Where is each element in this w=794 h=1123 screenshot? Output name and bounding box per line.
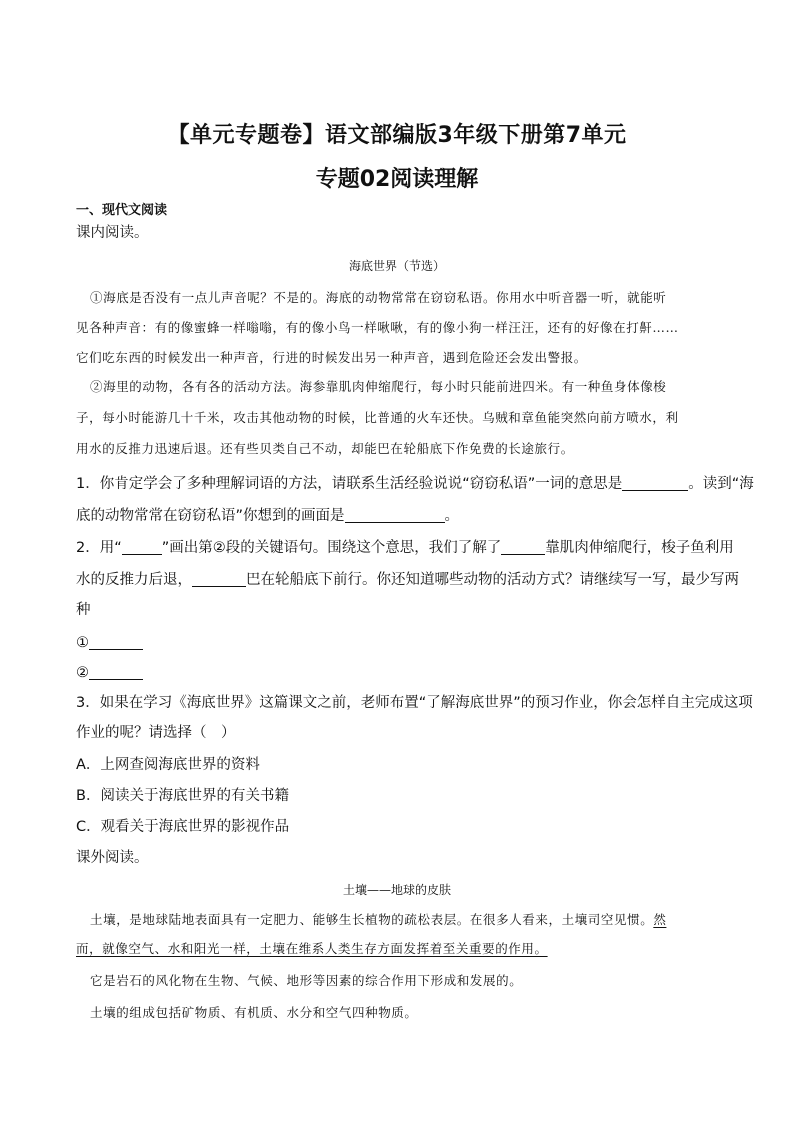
- q3-option-b[interactable]: B．阅读关于海底世界的有关书籍: [76, 788, 289, 804]
- question-2-line2: [76, 569, 739, 591]
- question-2-line1: [76, 537, 734, 559]
- passage2-p2: 它是岩石的风化物在生物、气候、地形等因素的综合作用下形成和发展的。: [90, 973, 523, 988]
- document-title: 【单元专题卷】语文部编版3年级下册第7单元: [167, 123, 627, 148]
- passage2-p1-line1: [76, 910, 720, 930]
- q1-text-a: 1．你肯定学会了多种理解词语的方法，请联系生活经验说说“窃窃私语”一词的意思是: [76, 476, 623, 492]
- q2-text-b: ”画出第②段的关键语句。围绕这个意思，我们了解了: [161, 540, 502, 556]
- q3-option-a[interactable]: A．上网查阅海底世界的资料: [76, 757, 260, 773]
- passage1-title: 海底世界（节选）: [348, 259, 445, 273]
- passage2-p3: 土壤的组成包括矿物质、有机质、水分和空气四种物质。: [90, 1005, 418, 1020]
- q2-answer-blank-1[interactable]: [501, 538, 545, 555]
- q1-text-d: 。: [444, 508, 460, 524]
- question-1-line1: [76, 473, 754, 495]
- q2-item-2: [76, 662, 720, 684]
- q2-item-2-marker: ②: [76, 665, 89, 681]
- passage1-p2-line2: 子，每小时能游几十千米，攻击其他动物的时候，比普通的火车还快。乌贼和章鱼能突然向前方喷水，利: [76, 410, 679, 425]
- passage1-p2-line3: 用水的反推力迅速后退。还有些贝类自己不动，却能巴在轮船底下作免费的长途旅行。: [76, 441, 574, 456]
- question-3-line1: 3．如果在学习《海底世界》这篇课文之前，老师布置“了解海底世界”的预习作业，你会怎样自主完成这项: [76, 695, 753, 711]
- question-2-line3: 种: [76, 602, 91, 618]
- q2-text-d: 水的反推力后退，: [76, 572, 192, 588]
- q2-underline-mark-blank[interactable]: [122, 538, 162, 555]
- passage2-underlined-sentence: 而，就像空气、水和阳光一样，土壤在维系人类生存方面发挥着至关重要的作用。: [76, 941, 548, 956]
- q1-text-c: 底的动物常常在窃窃私语”你想到的画面是: [76, 508, 345, 524]
- q3-option-c[interactable]: C．观看关于海底世界的影视作品: [76, 819, 290, 835]
- passage1-p2-line1: ②海里的动物，各有各的活动方法。海参靠肌肉伸缩爬行，每小时只能前进四米。有一种鱼身体像梭: [90, 379, 667, 394]
- passage2-title: 土壤——地球的皮肤: [342, 883, 451, 897]
- passage1-p1-line3: 它们吃东西的时候发出一种声音，行进的时候发出另一种声音，遇到危险还会发出警报。: [76, 350, 587, 365]
- section-heading: 一、现代文阅读: [76, 203, 168, 218]
- passage2-underlined-start: 然: [653, 912, 667, 927]
- document-subtitle: 专题02阅读理解: [315, 167, 479, 192]
- question-1-line2: [76, 505, 720, 527]
- q2-item-1: [76, 632, 720, 654]
- q1-text-b: 。读到“海: [688, 476, 754, 492]
- q1-answer-blank-2[interactable]: [345, 506, 445, 523]
- passage1-p1-line1: ①海底是否没有一点儿声音呢？不是的。海底的动物常常在窃窃私语。你用水中听音器一听，就能听: [90, 290, 667, 305]
- inclass-reading-label: 课内阅读。: [76, 225, 149, 241]
- q2-item-2-blank[interactable]: [89, 663, 143, 680]
- outclass-reading-label: 课外阅读。: [76, 850, 149, 866]
- q1-answer-blank-1[interactable]: [622, 474, 688, 491]
- passage2-p1-text: 土壤，是地球陆地表面具有一定肥力、能够生长植物的疏松表层。在很多人看来，土壤司空见惯。: [90, 912, 654, 927]
- q2-text-e: 巴在轮船底下前行。你还知道哪些动物的活动方式？请继续写一写，最少写两: [246, 572, 739, 588]
- q2-item-1-marker: ①: [76, 635, 89, 651]
- question-3-line2: 作业的呢？请选择（ ）: [76, 725, 236, 741]
- q2-item-1-blank[interactable]: [89, 633, 143, 650]
- passage2-p1-line2: [76, 939, 720, 959]
- q2-answer-blank-2[interactable]: [192, 570, 246, 587]
- q2-text-c: 靠肌肉伸缩爬行，梭子鱼利用: [545, 540, 734, 556]
- q2-text-a: 2．用“: [76, 540, 122, 556]
- passage1-p1-line2: 见各种声音：有的像蜜蜂一样嗡嗡，有的像小鸟一样啾啾，有的像小狗一样汪汪，还有的好像在打鼾……: [76, 320, 679, 335]
